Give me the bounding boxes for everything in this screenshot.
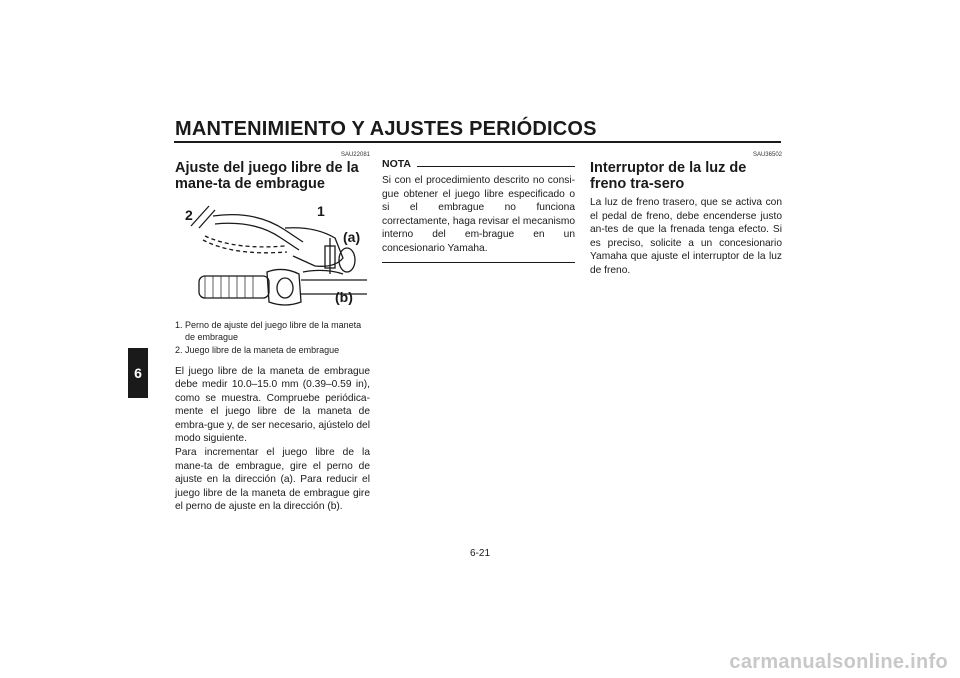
nota-text: Si con el procedimiento descrito no consi-gue obtener el juego libre especificado o si el embrague no funciona correctamente, haga revisar el mecanismo interno del em-brague en un concesionario Yamaha. xyxy=(382,175,575,254)
body-paragraph: El juego libre de la maneta de embrague debe medir 10.0–15.0 mm (0.39–0.59 in), como se muestra. Compruebe periódica-mente el juego libre de la maneta de embra-gue y, de ser necesario, ajústelo del modo siguiente. xyxy=(175,365,370,445)
caption-number: 2. xyxy=(175,345,183,355)
callout-2: 2 xyxy=(185,207,193,223)
caption-text: Juego libre de la maneta de embrague xyxy=(185,345,340,355)
section-code: SAU22081 xyxy=(340,152,370,158)
page-number: 6-21 xyxy=(469,548,490,559)
left-column xyxy=(175,152,370,514)
clutch-lever-figure xyxy=(175,198,370,316)
body-paragraph: La luz de freno trasero, que se activa con el pedal de freno, debe encenderse justo an-tes de que la frenada tenga efecto. Si es preciso, solicite a un concesionario Yamaha que ajuste el interruptor de la luz de freno. xyxy=(590,197,782,276)
nota-label: NOTA xyxy=(382,158,411,170)
nota-rule-top xyxy=(417,166,575,167)
figure-captions xyxy=(175,320,370,357)
direction-b-label: (b) xyxy=(335,289,353,305)
page-title: MANTENIMIENTO Y AJUSTES PERIÓDICOS xyxy=(175,118,597,140)
caption-item xyxy=(175,345,370,357)
right-column xyxy=(590,152,782,278)
direction-a-label: (a) xyxy=(343,229,361,245)
watermark: carmanualsonline.info xyxy=(729,651,948,673)
nota-header xyxy=(382,158,575,170)
title-rule xyxy=(174,141,781,143)
caption-item xyxy=(175,320,370,343)
clutch-lever-illustration xyxy=(175,198,370,316)
chapter-tab: 6 xyxy=(128,348,148,398)
body-paragraph: Para incrementar el juego libre de la mane-ta de embrague, gire el perno de ajuste en la dirección (a). Para reducir el juego libre de la maneta de embrague gire el perno de ajuste en la dirección (b). xyxy=(175,447,370,513)
caption-text: Perno de ajuste del juego libre de la maneta de embrague xyxy=(185,320,362,342)
section-code: SAU36502 xyxy=(752,152,782,158)
callout-1: 1 xyxy=(317,203,325,219)
section-heading: Ajuste del juego libre de la mane-ta de embrague xyxy=(175,160,359,192)
caption-number: 1. xyxy=(175,320,183,330)
nota-box xyxy=(382,158,575,263)
section-heading: Interruptor de la luz de freno tra-sero xyxy=(590,160,747,192)
nota-rule-bottom xyxy=(382,262,575,263)
